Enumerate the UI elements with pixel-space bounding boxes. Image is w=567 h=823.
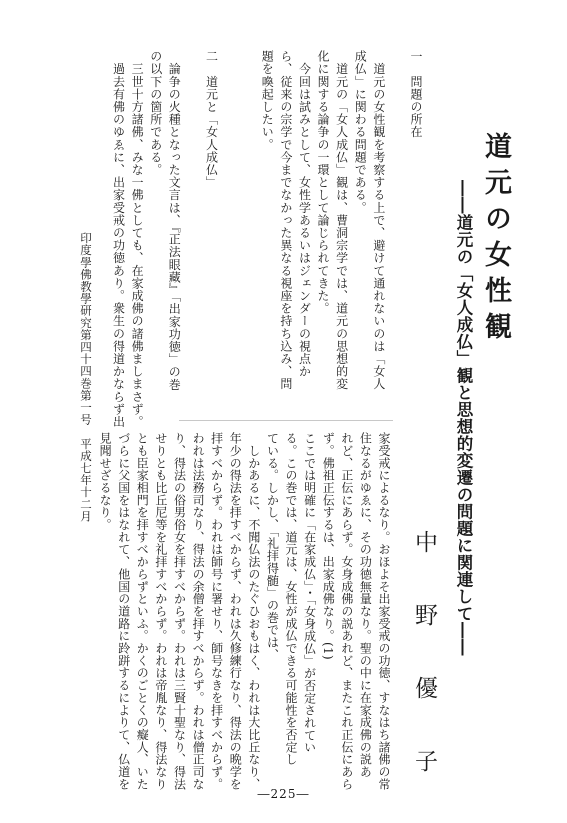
journal-footer: 印度學佛教學研究第四十四巻第一号 平成七年十二月 xyxy=(79,232,93,523)
body-text-upper: 一 問題の所在 道元の女性観を考察する上で、避けて通れないのは「女人 成仏」に関わる問題である。 道元の「女人成仏」観は、曹洞宗学では、道元の思想的変 化に関する論争の一環として論じられてきた。 今回は試みとして、女性学あるいはジェンダーの視点か ら、従来の宗学で今までなかった異なる視座を持ち込み、問 題を喚起したい。 二 道元と「女人成仏」 論争の火種となった文言は、『正法眼藏』「出家功徳」の巻 の以下の箇所である。 三世十方諸佛、みな一佛としても、在家成佛の諸佛ましまさず。 過去有佛のゆゑに、出家受戒の功徳あり。衆生の得道かならず出 xyxy=(111,50,423,428)
page-number: ―225― xyxy=(257,787,310,801)
section-divider xyxy=(179,420,393,421)
body-text-lower: 家受戒によるなり。おほよそ出家受戒の功徳、すなはち諸佛の常 住なるがゆゑに、その功徳無量なり。聖の中に在家成佛の説あ れど、正伝にあらず。女身成佛の説あれど、またこれ正伝にあら ず。佛祖正伝するは、出家成佛なり。(1) ここでは明確に「在家成仏」・「女身成仏」が否定されてい る。この巻では、道元は、女性が成仏できる可能性を否定し ている。しかし、「礼拝得髄」の巻では、 しかあるに、不聞仏法のたぐひおもはく、われは大比丘なり、 年少の得法を拝すべからず、われは久修練行なり、得法の晩学を 拝すべからず。われは師号に署せり、師号なきを拝すべからず。 われは法務司なり、得法の余僧を拝すべからず。われは僧正司な り、得法の俗男俗女を拝すべからず。われは三賢十聖なり、得法 せりとも比丘尼等を礼拝すべからず。われは帝胤なり、得法なり とも臣家相門を拝すべからずといふ。かくのごとくの癡人、いた づらに父国をはなれて、他国の道路に跉跰するによりて、仏道を 見聞せざるなり。 xyxy=(98,432,391,791)
page-subtitle: ――道元の「女人成仏」観と思想的変遷の問題に関連して―― xyxy=(454,180,473,656)
author-name: 中野優子 xyxy=(411,530,437,822)
page-title: 道元の女性観 xyxy=(480,132,511,348)
